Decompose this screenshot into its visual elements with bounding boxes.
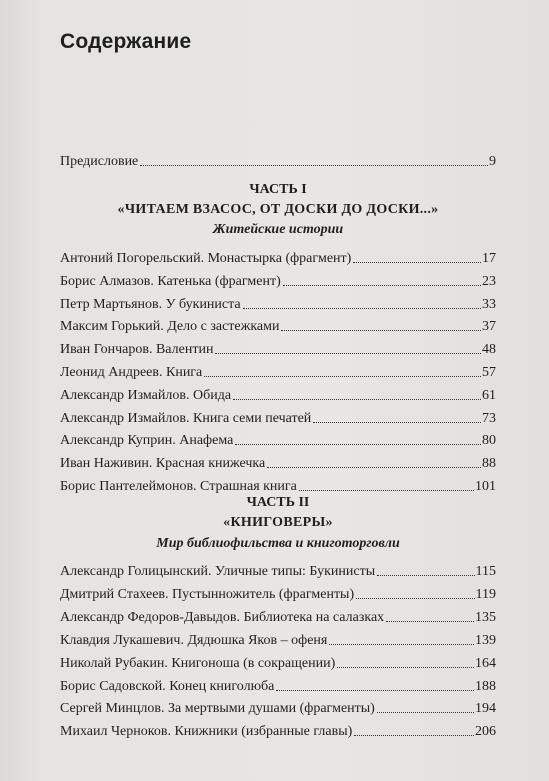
entry-title: Николай Рубакин. Книгоноша (в сокращении) — [60, 655, 336, 671]
part1-name: «ЧИТАЕМ ВЗАСОС, ОТ ДОСКИ ДО ДОСКИ...» — [117, 202, 439, 217]
toc-entry[interactable] — [60, 247, 496, 267]
entry-title: Петр Мартьянов. У букиниста — [60, 296, 241, 312]
toc-entry[interactable] — [60, 361, 496, 381]
dot-leader — [215, 353, 481, 354]
toc-entry[interactable] — [60, 338, 496, 358]
entry-page: 135 — [475, 609, 496, 625]
part2-label: ЧАСТЬ II — [246, 495, 310, 510]
toc-entry[interactable] — [60, 629, 496, 649]
dot-leader — [276, 690, 474, 691]
toc-entry[interactable] — [60, 675, 496, 695]
toc-entry[interactable] — [60, 583, 496, 603]
entry-title: Предисловие — [60, 154, 139, 169]
toc-entry[interactable] — [60, 270, 496, 290]
entry-page: 88 — [482, 456, 496, 472]
entry-page: 164 — [475, 655, 496, 671]
toc-entry[interactable] — [60, 429, 496, 449]
entry-page: 9 — [489, 154, 496, 169]
toc-entry[interactable] — [60, 720, 496, 740]
entry-page: 101 — [475, 479, 496, 494]
toc-entry[interactable] — [60, 652, 496, 672]
dot-leader — [386, 621, 474, 622]
entry-page: 206 — [475, 724, 496, 740]
dot-leader — [377, 712, 474, 713]
entry-title: Александр Голицынский. Уличные типы: Букинисты — [60, 564, 376, 579]
dot-leader — [140, 165, 488, 166]
entry-title: Иван Наживин. Красная книжечка — [60, 456, 266, 472]
dot-leader — [313, 422, 481, 423]
entry-page: 188 — [475, 678, 496, 694]
part2-subtitle: Мир библиофильства и книготорговли — [156, 536, 400, 551]
entry-title: Александр Измайлов. Книга семи печатей — [60, 410, 312, 426]
entry-title: Александр Куприн. Анафема — [60, 433, 234, 449]
toc-entry[interactable] — [60, 475, 496, 495]
dot-leader — [243, 308, 481, 309]
entry-page: 61 — [482, 387, 496, 403]
toc-entry[interactable] — [60, 452, 496, 472]
entry-title: Александр Измайлов. Обида — [60, 387, 232, 403]
dot-leader — [353, 262, 481, 263]
entry-title: Дмитрий Стахеев. Пустынножитель (фрагменты) — [60, 586, 355, 602]
dot-leader — [356, 598, 474, 599]
part1-label: ЧАСТЬ I — [249, 182, 307, 197]
toc-entry[interactable] — [60, 697, 496, 717]
entry-title: Борис Садовской. Конец книголюба — [60, 678, 275, 694]
entry-page: 73 — [482, 410, 496, 426]
entry-page: 139 — [475, 632, 496, 648]
entry-title: Сергей Минцлов. За мертвыми душами (фрагменты) — [60, 701, 375, 717]
dot-leader — [267, 467, 481, 468]
toc-entry-preface[interactable] — [60, 150, 496, 170]
toc-entry[interactable] — [60, 560, 496, 580]
entry-title: Иван Гончаров. Валентин — [60, 342, 214, 358]
part2-name: «КНИГОВЕРЫ» — [223, 515, 333, 530]
entry-page: 119 — [475, 586, 496, 602]
dot-leader — [337, 667, 474, 668]
entry-page: 33 — [482, 296, 496, 312]
entry-page: 17 — [482, 251, 496, 266]
toc-entry[interactable] — [60, 606, 496, 626]
toc-entry[interactable] — [60, 407, 496, 427]
entry-page: 115 — [475, 564, 496, 579]
entry-title: Михаил Черноков. Книжники (избранные главы) — [60, 724, 353, 740]
toc-entry[interactable] — [60, 315, 496, 335]
entry-title: Максим Горький. Дело с застежками — [60, 319, 280, 335]
entry-title: Борис Пантелеймонов. Страшная книга — [60, 479, 297, 494]
dot-leader — [281, 330, 481, 331]
part1-subtitle: Житейские истории — [212, 222, 344, 237]
entry-page: 80 — [482, 433, 496, 449]
dot-leader — [299, 490, 474, 491]
dot-leader — [329, 644, 474, 645]
entry-page: 57 — [482, 365, 496, 380]
dot-leader — [283, 285, 481, 286]
entry-title: Борис Алмазов. Катенька (фрагмент) — [60, 273, 281, 289]
dot-leader — [354, 735, 474, 736]
toc-entry[interactable] — [60, 293, 496, 313]
entry-title: Леонид Андреев. Книга — [60, 365, 203, 380]
entry-title: Александр Федоров-Давыдов. Библиотека на салазках — [60, 609, 385, 625]
toc-entry[interactable] — [60, 384, 496, 404]
dot-leader — [377, 575, 474, 576]
entry-title: Клавдия Лукашевич. Дядюшка Яков – офеня — [60, 632, 328, 648]
entry-title: Антоний Погорельский. Монастырка (фрагмент) — [60, 251, 352, 266]
entry-page: 194 — [475, 701, 496, 717]
dot-leader — [233, 399, 481, 400]
entry-page: 23 — [482, 273, 496, 289]
dot-leader — [204, 376, 481, 377]
entry-page: 48 — [482, 342, 496, 358]
entry-page: 37 — [482, 319, 496, 335]
dot-leader — [235, 444, 481, 445]
page-title: Содержание — [60, 30, 192, 53]
